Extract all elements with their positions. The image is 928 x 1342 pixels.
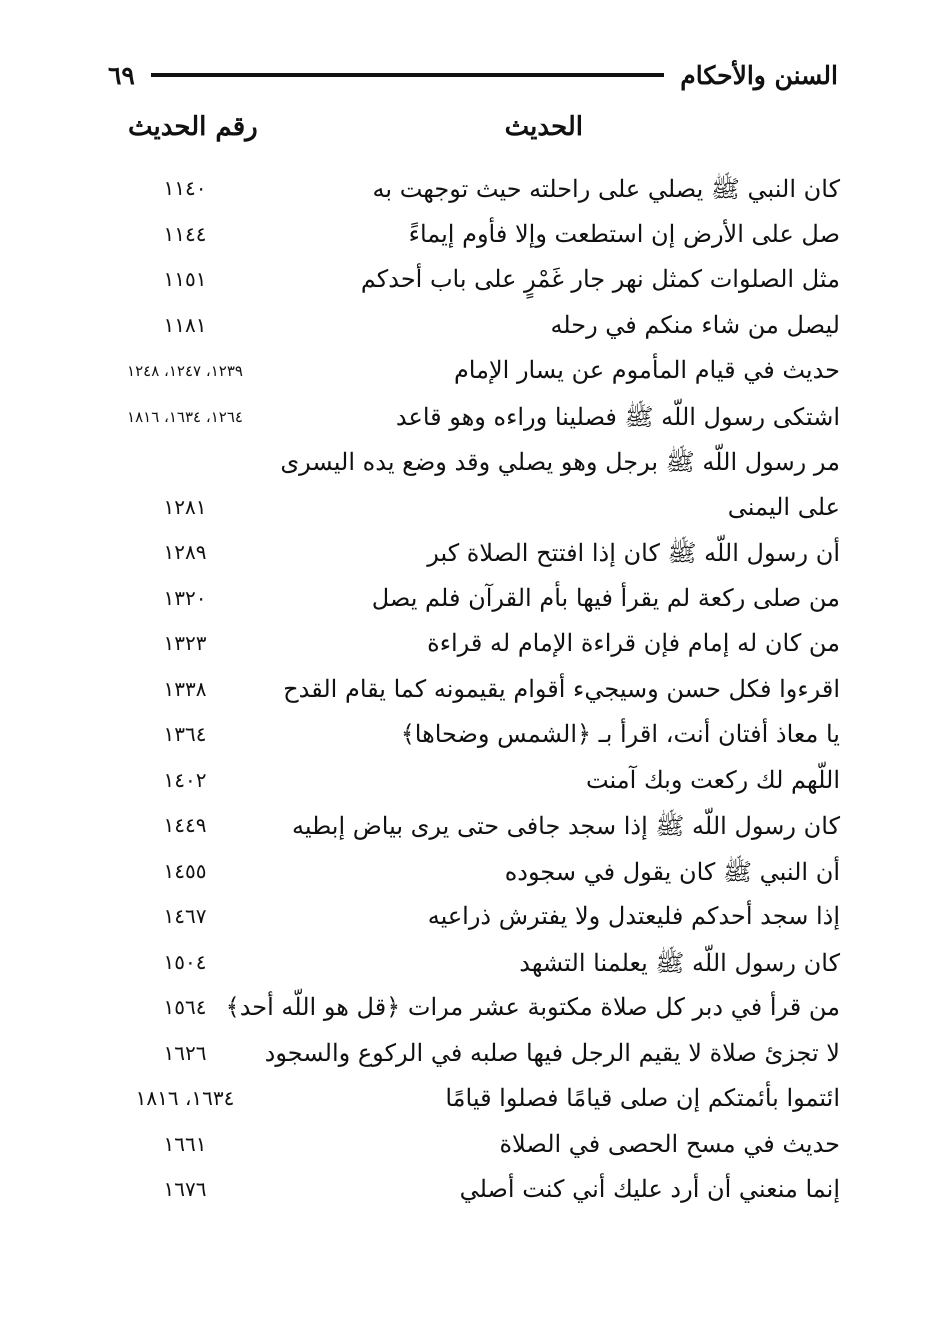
hadith-numbers: ١٥٦٤ — [163, 995, 207, 1019]
hadith-numbers: ١٣٢٣ — [163, 631, 207, 655]
table-row — [0, 1169, 928, 1215]
table-row — [0, 532, 928, 578]
hadith-numbers: ١٤٦٧ — [163, 904, 207, 928]
table-row — [0, 305, 928, 351]
hadith-numbers: ١٢٣٩، ١٢٤٧، ١٢٤٨ — [127, 362, 243, 380]
table-row — [0, 851, 928, 897]
hadith-numbers: ١١٨١ — [163, 312, 207, 337]
hadith-text: لا تجزئ صلاة لا يقيم الرجل فيها صلبه في الركوع والسجود — [264, 1038, 840, 1067]
table-row — [0, 1078, 928, 1124]
hadith-text: مثل الصلوات كمثل نهر جار غَمْرٍ على باب أحدكم — [360, 265, 840, 293]
hadith-text: إذا سجد أحدكم فليعتدل ولا يفترش ذراعيه — [427, 902, 840, 930]
table-row — [0, 1124, 928, 1170]
hadith-text: أن النبي ﷺ كان يقول في سجوده — [504, 857, 840, 886]
table-row — [0, 214, 928, 260]
hadith-text: ائتموا بأئمتكم إن صلى قيامًا فصلوا قيامًا — [445, 1084, 840, 1112]
column-heading-number: رقم الحديث — [128, 112, 258, 142]
hadith-numbers: ١١٤٠ — [163, 176, 207, 200]
hadith-numbers: ١١٤٤ — [163, 221, 207, 246]
column-heading-hadith: الحديث — [504, 112, 583, 142]
book-title: السنن والأحكام — [680, 60, 838, 90]
hadith-text: حديث في مسح الحصى في الصلاة — [499, 1129, 840, 1158]
table-row — [0, 942, 928, 988]
hadith-text: من صلى ركعة لم يقرأ فيها بأم القرآن فلم يصل — [371, 583, 840, 612]
hadith-index-table — [0, 168, 928, 1215]
table-row — [0, 396, 928, 442]
table-row — [0, 487, 928, 533]
hadith-numbers: ١٦٦١ — [163, 1131, 207, 1156]
table-row — [0, 441, 928, 487]
hadith-numbers: ١٢٨٩ — [163, 540, 207, 564]
hadith-numbers: ١٤٤٩ — [163, 813, 207, 837]
table-row — [0, 623, 928, 669]
hadith-numbers: ١٥٠٤ — [163, 949, 207, 974]
hadith-numbers: ١٤٥٥ — [163, 858, 207, 883]
table-row — [0, 760, 928, 806]
column-headings — [0, 112, 928, 162]
hadith-text: إنما منعني أن أرد عليك أني كنت أصلي — [459, 1175, 840, 1203]
hadith-text: كان رسول اللّه ﷺ إذا سجد جافى حتى يرى بياض إبطيه — [291, 812, 840, 840]
hadith-text: يا معاذ أفتان أنت، اقرأ بـ ﴿الشمس وضحاها﴾ — [400, 720, 840, 748]
table-row — [0, 168, 928, 214]
hadith-text: أن رسول اللّه ﷺ كان إذا افتتح الصلاة كبر — [427, 539, 840, 567]
hadith-text: اقرءوا فكل حسن وسيجيء أقوام يقيمونه كما يقام القدح — [283, 674, 840, 703]
hadith-numbers: ١٦٢٦ — [163, 1040, 207, 1065]
table-row — [0, 350, 928, 396]
table-row — [0, 259, 928, 305]
table-row — [0, 987, 928, 1033]
hadith-text: صل على الأرض إن استطعت وإلا فأوم إيماءً — [408, 219, 840, 248]
table-row — [0, 805, 928, 851]
hadith-numbers: ١٣٣٨ — [163, 676, 207, 701]
hadith-text: كان النبي ﷺ يصلي على راحلته حيث توجهت به — [372, 175, 840, 203]
hadith-text: مر رسول اللّه ﷺ برجل وهو يصلي وقد وضع يده اليسرى — [280, 448, 840, 476]
hadith-text: على اليمنى — [727, 492, 840, 521]
running-header — [108, 55, 838, 95]
hadith-text: ليصل من شاء منكم في رحله — [550, 310, 840, 339]
hadith-numbers: ١٢٦٤، ١٦٣٤، ١٨١٦ — [127, 407, 243, 426]
hadith-text: من كان له إمام فإن قراءة الإمام له قراءة — [427, 629, 840, 657]
hadith-text: اللّهم لك ركعت وبك آمنت — [585, 765, 840, 794]
hadith-numbers: ١٦٧٦ — [163, 1177, 207, 1201]
table-row — [0, 714, 928, 760]
hadith-text: اشتكى رسول اللّه ﷺ فصلينا وراءه وهو قاعد — [395, 402, 840, 431]
table-row — [0, 1033, 928, 1079]
hadith-numbers: ١٦٣٤، ١٨١٦ — [135, 1086, 235, 1110]
hadith-numbers: ١١٥١ — [163, 267, 207, 291]
page-number: ٦٩ — [108, 60, 135, 90]
hadith-text: كان رسول اللّه ﷺ يعلمنا التشهد — [519, 948, 840, 977]
table-row — [0, 669, 928, 715]
hadith-numbers: ١٢٨١ — [163, 494, 207, 519]
hadith-text: حديث في قيام المأموم عن يسار الإمام — [453, 356, 840, 384]
table-row — [0, 578, 928, 624]
hadith-numbers: ١٤٠٢ — [163, 767, 207, 792]
table-row — [0, 896, 928, 942]
header-rule — [151, 73, 664, 77]
hadith-numbers: ١٣٢٠ — [163, 585, 207, 610]
hadith-text: من قرأ في دبر كل صلاة مكتوبة عشر مرات ﴿قل هو اللّه أحد﴾ — [225, 993, 840, 1021]
hadith-numbers: ١٣٦٤ — [163, 722, 207, 746]
